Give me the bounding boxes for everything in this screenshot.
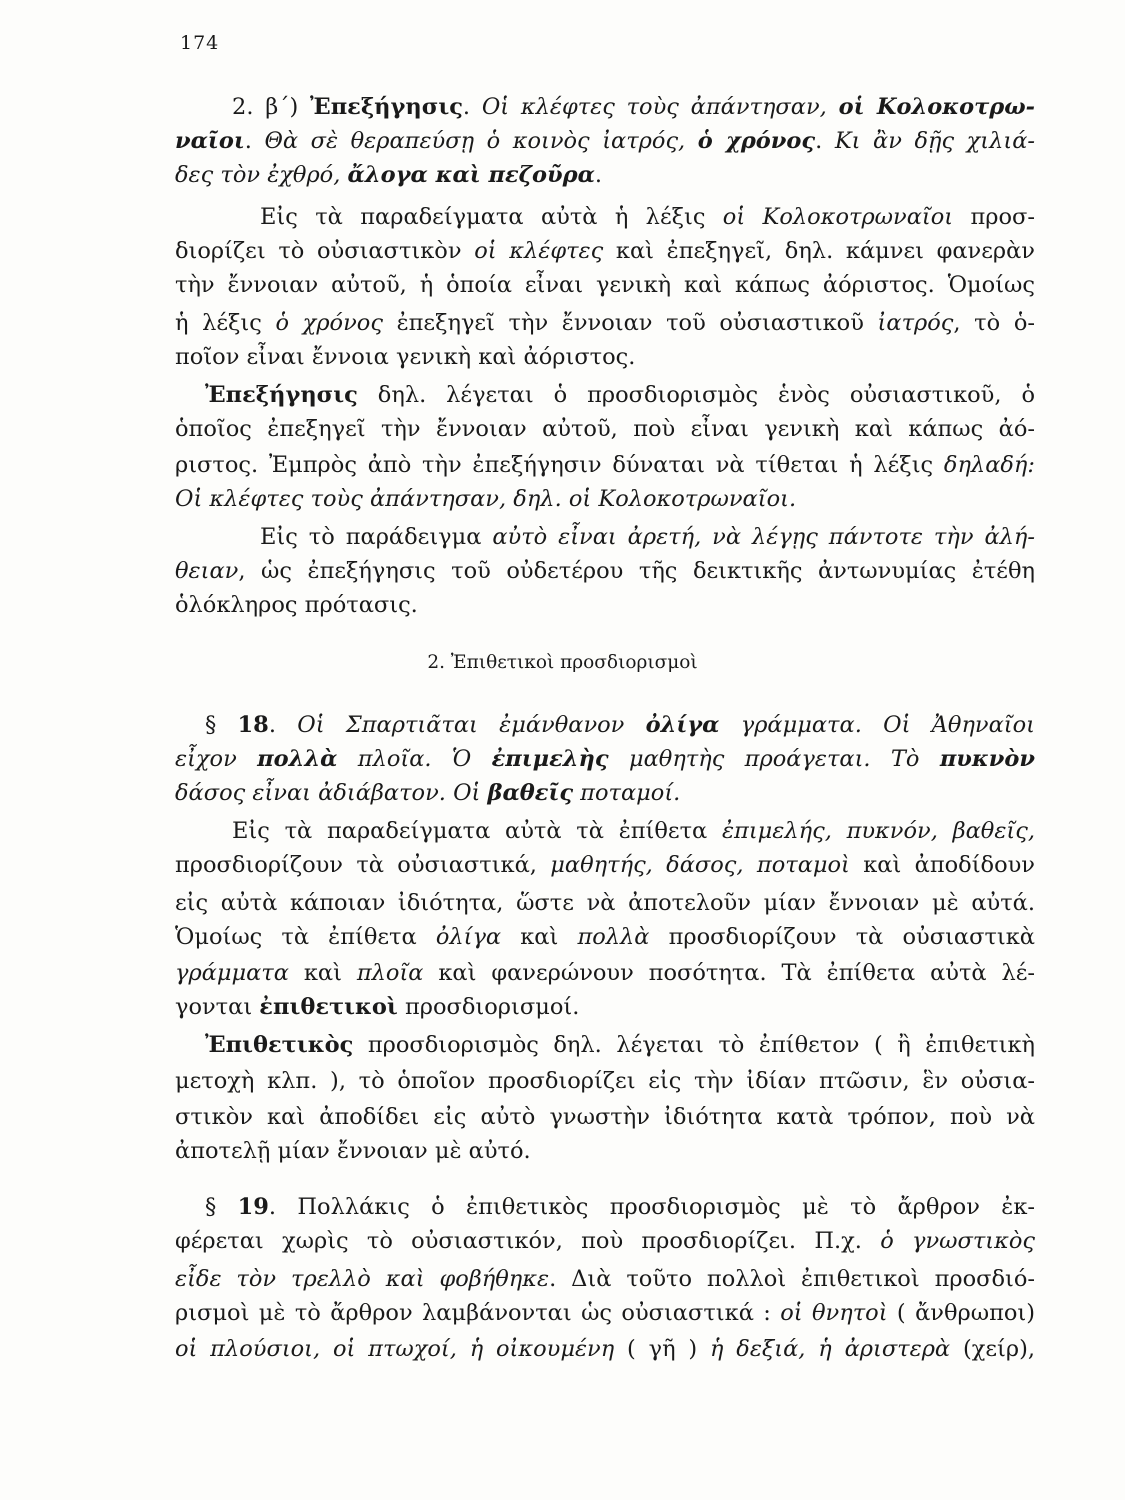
text-line: στικὸν καὶ ἀποδίδει εἰς αὐτὸ γνωστὴν ἰδιότητα κατὰ τρόπον, ποὺ νὰ bbox=[175, 1104, 1035, 1130]
text-line: Ὁμοίως τὰ ἐπίθετα ὀλίγα καὶ πολλὰ προσδιορίζουν τὰ οὐσιαστικὰ bbox=[175, 924, 1035, 950]
text-line: θειαν, ὡς ἐπεξήγησις τοῦ οὐδετέρου τῆς δεικτικῆς ἀντωνυμίας ἐτέθη bbox=[175, 558, 1035, 584]
text-line: ἡ λέξις ὁ χρόνος ἐπεξηγεῖ τὴν ἔννοιαν τοῦ οὐσιαστικοῦ ἰατρός, τὸ ὁ- bbox=[175, 310, 1035, 336]
text-line: γονται ἐπιθετικοὶ προσδιορισμοί. bbox=[175, 994, 580, 1020]
text-line: διορίζει τὸ οὐσιαστικὸν οἱ κλέφτες καὶ ἐπεξηγεῖ, δηλ. κάμνει φανερὰν bbox=[175, 238, 1035, 264]
text-line: ναῖοι. Θὰ σὲ θεραπεύσῃ ὁ κοινὸς ἰατρός, ὁ χρόνος. Κι ἂν δῇς χιλιά- bbox=[175, 128, 1035, 154]
text-line: εἶχον πολλὰ πλοῖα. Ὁ ἐπιμελὴς μαθητὴς προάγεται. Τὸ πυκνὸν bbox=[175, 746, 1035, 772]
section-heading: 2. Ἐπιθετικοὶ προσδιορισμοὶ bbox=[427, 652, 698, 673]
text-line: § 18. Οἱ Σπαρτιᾶται ἐμάνθανον ὀλίγα γράμματα. Οἱ Ἀθηναῖοι bbox=[205, 712, 1035, 738]
text-line: ἀποτελῇ μίαν ἔννοιαν μὲ αὐτό. bbox=[175, 1138, 531, 1164]
text-line: Εἰς τὸ παράδειγμα αὐτὸ εἶναι ἀρετή, νὰ λέγῃς πάντοτε τὴν ἀλή- bbox=[260, 524, 1035, 550]
text-line: φέρεται χωρὶς τὸ οὐσιαστικόν, ποὺ προσδιορίζει. Π.χ. ὁ γνωστικὸς bbox=[175, 1228, 1035, 1254]
text-line: Εἰς τὰ παραδείγματα αὐτὰ τὰ ἐπίθετα ἐπιμελής, πυκνόν, βαθεῖς, bbox=[232, 818, 1035, 844]
text-line: § 19. Πολλάκις ὁ ἐπιθετικὸς προσδιορισμὸς μὲ τὸ ἄρθρον ἐκ- bbox=[205, 1194, 1035, 1220]
text-line: δες τὸν ἐχθρό, ἄλογα καὶ πεζοῦρα. bbox=[175, 162, 603, 188]
text-line: γράμματα καὶ πλοῖα καὶ φανερώνουν ποσότητα. Τὰ ἐπίθετα αὐτὰ λέ- bbox=[175, 960, 1035, 986]
page-number: 174 bbox=[180, 32, 220, 54]
text-line: 2. β΄) Ἐπεξήγησις. Οἱ κλέφτες τοὺς ἀπάντησαν, οἱ Κολοκοτρω- bbox=[232, 94, 1036, 120]
text-line: ρισμοὶ μὲ τὸ ἄρθρον λαμβάνονται ὡς οὐσιαστικά : οἱ θνητοὶ ( ἄνθρωποι) bbox=[175, 1300, 1036, 1326]
text-line: Ἐπιθετικὸς προσδιορισμὸς δηλ. λέγεται τὸ ἐπίθετον ( ἢ ἐπιθετικὴ bbox=[205, 1032, 1035, 1058]
text-line: προσδιορίζουν τὰ οὐσιαστικά, μαθητής, δάσος, ποταμοὶ καὶ ἀποδίδουν bbox=[175, 852, 1035, 878]
text-line: Ἐπεξήγησις δηλ. λέγεται ὁ προσδιορισμὸς ἑνὸς οὐσιαστικοῦ, ὁ bbox=[205, 382, 1035, 408]
text-line: Εἰς τὰ παραδείγματα αὐτὰ ἡ λέξις οἱ Κολοκοτρωναῖοι προσ- bbox=[260, 204, 1035, 230]
text-line: ριστος. Ἐμπρὸς ἀπὸ τὴν ἐπεξήγησιν δύναται νὰ τίθεται ἡ λέξις δηλαδή: bbox=[175, 452, 1035, 478]
text-line: Οἱ κλέφτες τοὺς ἀπάντησαν, δηλ. οἱ Κολοκοτρωναῖοι. bbox=[175, 486, 797, 512]
text-line: ὁλόκληρος πρότασις. bbox=[175, 592, 418, 618]
text-line: τὴν ἔννοιαν αὐτοῦ, ἡ ὁποία εἶναι γενικὴ καὶ κάπως ἀόριστος. Ὁμοίως bbox=[175, 272, 1035, 298]
text-line: δάσος εἶναι ἀδιάβατον. Οἱ βαθεῖς ποταμοί. bbox=[175, 780, 681, 806]
text-line: ποῖον εἶναι ἔννοια γενικὴ καὶ ἀόριστος. bbox=[175, 344, 636, 370]
text-line: οἱ πλούσιοι, οἱ πτωχοί, ἡ οἰκουμένη ( γῆ ) ἡ δεξιά, ἡ ἀριστερὰ (χείρ), bbox=[175, 1336, 1036, 1362]
text-line: εἶδε τὸν τρελλὸ καὶ φοβήθηκε. Διὰ τοῦτο πολλοὶ ἐπιθετικοὶ προσδιό- bbox=[175, 1266, 1036, 1292]
text-line: εἰς αὐτὰ κάποιαν ἰδιότητα, ὥστε νὰ ἀποτελοῦν μίαν ἔννοιαν μὲ αὐτά. bbox=[175, 890, 1035, 916]
text-line: ὁποῖος ἐπεξηγεῖ τὴν ἔννοιαν αὐτοῦ, ποὺ εἶναι γενικὴ καὶ κάπως ἀό- bbox=[175, 416, 1035, 442]
text-line: μετοχὴ κλπ. ), τὸ ὁποῖον προσδιορίζει εἰς τὴν ἰδίαν πτῶσιν, ἓν οὐσια- bbox=[175, 1068, 1035, 1094]
